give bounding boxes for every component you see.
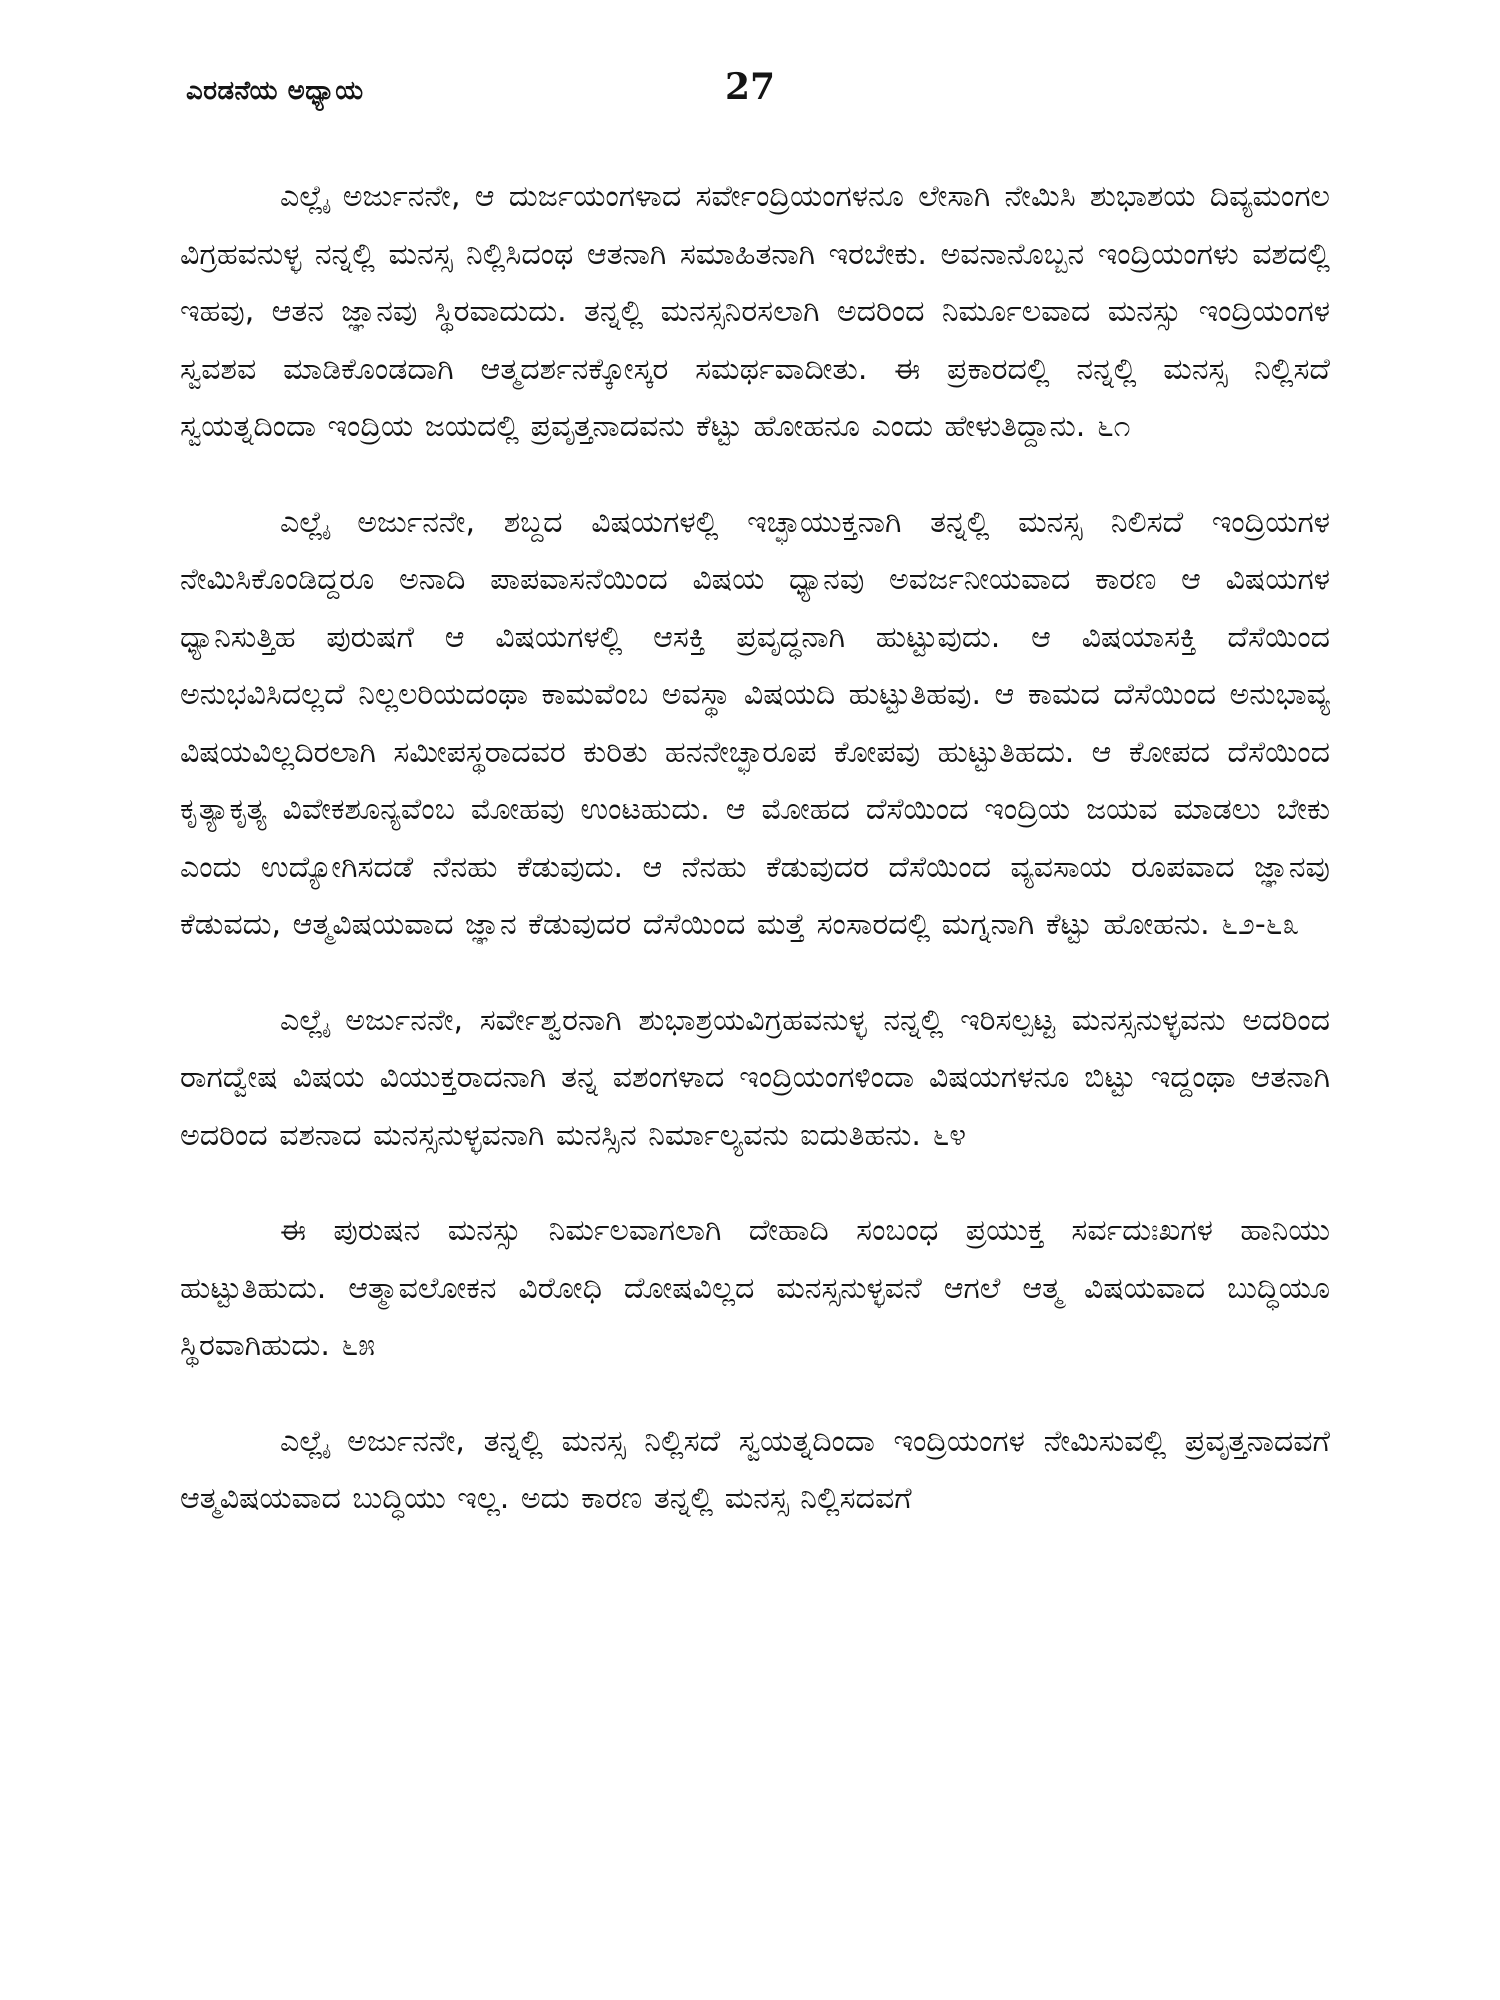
body-text [180, 168, 1330, 1566]
paragraph-verse-61: ಎಲ್ಲೈ ಅರ್ಜುನನೇ, ಆ ದುರ್ಜಯಂಗಳಾದ ಸರ್ವೇಂದ್ರಿಯಂಗಳನೂ ಲೇಸಾಗಿ ನೇಮಿಸಿ ಶುಭಾಶಯ ದಿವ್ಯಮಂಗಲ ವಿಗ್ರಹವನುಳ್ಳ ನನ್ನಲ್ಲಿ ಮನಸ್ಸ ನಿಲ್ಲಿಸಿದಂಥ ಆತನಾಗಿ ಸಮಾಹಿತನಾಗಿ ಇರಬೇಕು. ಅವನಾನೊಬ್ಬನ ಇಂದ್ರಿಯಂಗಳು ವಶದಲ್ಲಿ ಇಹವು, ಆತನ ಜ್ಞಾನವು ಸ್ಥಿರವಾದುದು. ತನ್ನಲ್ಲಿ ಮನಸ್ಸನಿರಸಲಾಗಿ ಅದರಿಂದ ನಿರ್ಮೂಲವಾದ ಮನಸ್ಸು ಇಂದ್ರಿಯಂಗಳ ಸ್ವವಶವ ಮಾಡಿಕೊಂಡದಾಗಿ ಆತ್ಮದರ್ಶನಕ್ಕೋಸ್ಕರ ಸಮರ್ಥವಾದೀತು. ಈ ಪ್ರಕಾರದಲ್ಲಿ ನನ್ನಲ್ಲಿ ಮನಸ್ಸ ನಿಲ್ಲಿಸದೆ ಸ್ವಯತ್ನದಿಂದಾ ಇಂದ್ರಿಯ ಜಯದಲ್ಲಿ ಪ್ರವೃತ್ತನಾದವನು ಕೆಟ್ಟು ಹೋಹನೂ ಎಂದು ಹೇಳುತಿದ್ದಾನು. ೬೧ [180, 179, 1330, 444]
paragraph-verse-62-63: ಎಲ್ಲೈ ಅರ್ಜುನನೇ, ಶಬ್ದದ ವಿಷಯಗಳಲ್ಲಿ ಇಚ್ಛಾಯುಕ್ತನಾಗಿ ತನ್ನಲ್ಲಿ ಮನಸ್ಸ ನಿಲಿಸದೆ ಇಂದ್ರಿಯಗಳ ನೇಮಿಸಿಕೊಂಡಿದ್ದರೂ ಅನಾದಿ ಪಾಪವಾಸನೆಯಿಂದ ವಿಷಯ ಧ್ಯಾನವು ಅವರ್ಜನೀಯವಾದ ಕಾರಣ ಆ ವಿಷಯಗಳ ಧ್ಯಾನಿಸುತ್ತಿಹ ಪುರುಷಗೆ ಆ ವಿಷಯಗಳಲ್ಲಿ ಆಸಕ್ತಿ ಪ್ರವೃದ್ಧನಾಗಿ ಹುಟ್ಟುವುದು. ಆ ವಿಷಯಾಸಕ್ತಿ ದೆಸೆಯಿಂದ ಅನುಭವಿಸಿದಲ್ಲದೆ ನಿಲ್ಲಲರಿಯದಂಥಾ ಕಾಮವೆಂಬ ಅವಸ್ಥಾ ವಿಷಯದಿ ಹುಟ್ಟುತಿಹವು. ಆ ಕಾಮದ ದೆಸೆಯಿಂದ ಅನುಭಾವ್ಯ ವಿಷಯವಿಲ್ಲದಿರಲಾಗಿ ಸಮೀಪಸ್ಥರಾದವರ ಕುರಿತು ಹನನೇಚ್ಛಾರೂಪ ಕೋಪವು ಹುಟ್ಟುತಿಹದು. ಆ ಕೋಪದ ದೆಸೆಯಿಂದ ಕೃತ್ಯಾಕೃತ್ಯ ವಿವೇಕಶೂನ್ಯವೆಂಬ ಮೋಹವು ಉಂಟಹುದು. ಆ ಮೋಹದ ದೆಸೆಯಿಂದ ಇಂದ್ರಿಯ ಜಯವ ಮಾಡಲು ಬೇಕು ಎಂದು ಉದ್ಯೋಗಿಸದಡೆ ನೆನಹು ಕೆಡುವುದು. ಆ ನೆನಹು ಕೆಡುವುದರ ದೆಸೆಯಿಂದ ವ್ಯವಸಾಯ ರೂಪವಾದ ಜ್ಞಾನವು ಕೆಡುವದು, ಆತ್ಮವಿಷಯವಾದ ಜ್ಞಾನ ಕೆಡುವುದರ ದೆಸೆಯಿಂದ ಮತ್ತೆ ಸಂಸಾರದಲ್ಲಿ ಮಗ್ನನಾಗಿ ಕೆಟ್ಟು ಹೋಹನು. ೬೨-೬೩ [180, 504, 1330, 942]
paragraph-verse-66: ಎಲ್ಲೈ ಅರ್ಜುನನೇ, ತನ್ನಲ್ಲಿ ಮನಸ್ಸ ನಿಲ್ಲಿಸದೆ ಸ್ವಯತ್ನದಿಂದಾ ಇಂದ್ರಿಯಂಗಳ ನೇಮಿಸುವಲ್ಲಿ ಪ್ರವೃತ್ತನಾದವಗೆ ಆತ್ಮವಿಷಯವಾದ ಬುದ್ಧಿಯು ಇಲ್ಲ. ಅದು ಕಾರಣ ತನ್ನಲ್ಲಿ ಮನಸ್ಸ ನಿಲ್ಲಿಸದವಗೆ [180, 1423, 1330, 1516]
paragraph-verse-65: ಈ ಪುರುಷನ ಮನಸ್ಸು ನಿರ್ಮಲವಾಗಲಾಗಿ ದೇಹಾದಿ ಸಂಬಂಧ ಪ್ರಯುಕ್ತ ಸರ್ವದುಃಖಗಳ ಹಾನಿಯು ಹುಟ್ಟುತಿಹುದು. ಆತ್ಮಾವಲೋಕನ ವಿರೋಧಿ ದೋಷವಿಲ್ಲದ ಮನಸ್ಸನುಳ್ಳವನೆ ಆಗಲೆ ಆತ್ಮ ವಿಷಯವಾದ ಬುದ್ಧಿಯೂ ಸ್ಥಿರವಾಗಿಹುದು. ೬೫ [180, 1213, 1330, 1363]
running-head: ಎರಡನೆಯ ಅಧ್ಯಾಯ [186, 76, 364, 106]
paragraph-verse-64: ಎಲ್ಲೈ ಅರ್ಜುನನೇ, ಸರ್ವೇಶ್ವರನಾಗಿ ಶುಭಾಶ್ರಯವಿಗ್ರಹವನುಳ್ಳ ನನ್ನಲ್ಲಿ ಇರಿಸಲ್ಪಟ್ಟ ಮನಸ್ಸನುಳ್ಳವನು ಅದರಿಂದ ರಾಗದ್ವೇಷ ವಿಷಯ ವಿಯುಕ್ತರಾದನಾಗಿ ತನ್ನ ವಶಂಗಳಾದ ಇಂದ್ರಿಯಂಗಳಿಂದಾ ವಿಷಯಗಳನೂ ಬಿಟ್ಟು ಇದ್ದಂಥಾ ಆತನಾಗಿ ಅದರಿಂದ ವಶನಾದ ಮನಸ್ಸನುಳ್ಳವನಾಗಿ ಮನಸ್ಸಿನ ನಿರ್ಮಾಲ್ಯವನು ಐದುತಿಹನು. ೬೪ [180, 1002, 1330, 1153]
page-number: 27 [724, 66, 776, 108]
